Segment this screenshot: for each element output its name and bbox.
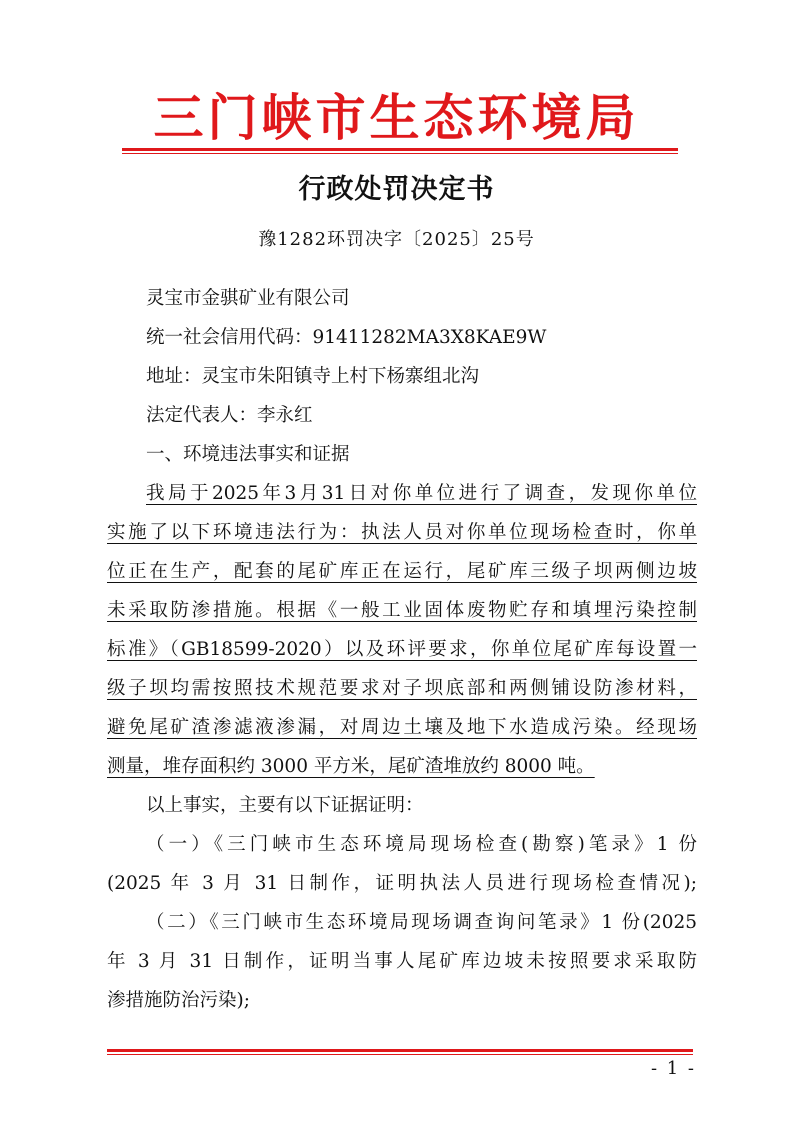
header-rule-thin <box>122 153 678 154</box>
facts-line: 测量，堆存面积约 3000 平方米，尾矿渣堆放约 8000 吨。 <box>107 756 595 777</box>
party-name: 灵宝市金骐矿业有限公司 <box>146 288 350 309</box>
party-credit-code: 统一社会信用代码：91411282MA3X8KAE9W <box>146 327 547 348</box>
evidence-line: 渗措施防治污染); <box>107 990 250 1011</box>
evidence-line: （二）《三门峡市生态环境局现场调查询问笔录》1 份(2025 <box>146 912 697 933</box>
document-title: 行政处罚决定书 <box>298 174 495 205</box>
party-legal-representative: 法定代表人：李永红 <box>146 405 313 426</box>
facts-line: 未采取防渗措施。根据《一般工业固体废物贮存和填埋污染控制 <box>107 600 697 621</box>
evidence-intro: 以上事实，主要有以下证据证明： <box>146 795 424 816</box>
header-rule <box>122 148 678 151</box>
issuing-authority-title: 三门峡市生态环境局 <box>153 88 640 147</box>
page-number: - 1 - <box>650 1058 696 1079</box>
evidence-line: （一）《三门峡市生态环境局现场检查(勘察)笔录》1 份 <box>146 834 697 855</box>
section-heading-violations: 一、环境违法事实和证据 <box>146 444 350 465</box>
document-number: 豫1282环罚决字〔2025〕25号 <box>258 229 535 250</box>
footer-rule <box>107 1049 693 1052</box>
evidence-line: 年 3 月 31 日制作，证明当事人尾矿库边坡未按照要求采取防 <box>107 951 697 972</box>
evidence-line: (2025 年 3 月 31 日制作，证明执法人员进行现场检查情况); <box>107 873 697 894</box>
party-address: 地址：灵宝市朱阳镇寺上村下杨寨组北沟 <box>146 366 480 387</box>
footer-rule-thin <box>107 1054 693 1055</box>
facts-line: 位正在生产，配套的尾矿库正在运行，尾矿库三级子坝两侧边坡 <box>107 561 697 582</box>
facts-line: 标准》（GB18599-2020）以及环评要求，你单位尾矿库每设置一 <box>107 639 697 660</box>
facts-line: 实施了以下环境违法行为：执法人员对你单位现场检查时，你单 <box>107 522 697 543</box>
facts-line: 避免尾矿渣渗滤液渗漏，对周边土壤及地下水造成污染。经现场 <box>107 717 697 738</box>
facts-line: 级子坝均需按照技术规范要求对子坝底部和两侧铺设防渗材料， <box>107 678 697 699</box>
facts-line: 我局于2025年3月31日对你单位进行了调查，发现你单位 <box>146 483 697 504</box>
